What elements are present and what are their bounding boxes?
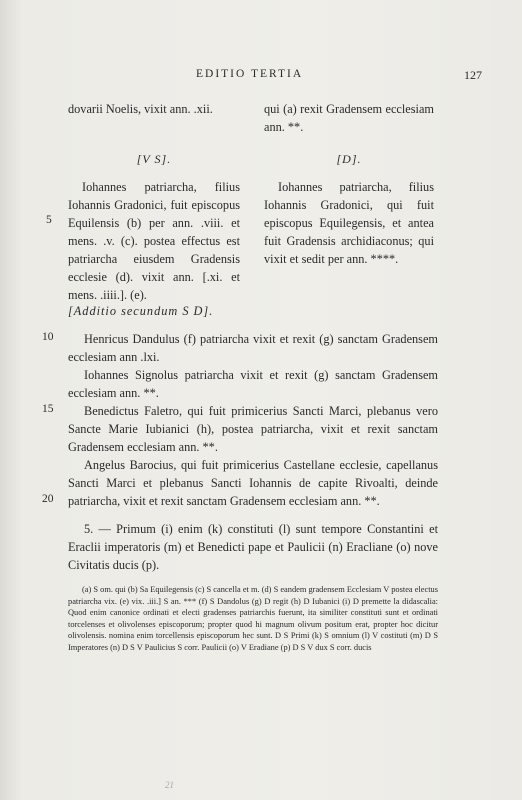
top-left-continuation: dovarii Noelis, vixit ann. .xii. <box>68 102 213 116</box>
paragraph: Iohannes Signolus patriarcha vixit et rexit (g) sanctam Gradensem ecclesiam ann. **. <box>68 368 438 400</box>
page-number: 127 <box>464 68 482 82</box>
footnote-text: (a) S om. qui (b) Sa Equilegensis (c) S cancella et m. (d) S eandem gradensem Ecclesiam V postea electus patriarcha vix. (e) vix. .iii.] S an. *** (f) S Dandolus (g) D regit (h) D Iubanici (i) D premette la didascalia: Quod enim canonice ordinati et electi gradenses patriarchis fuerunt, ita similiter constituti sunt et ordinati torcelenses et olivolenses episcoporum; propter quod hi magnum olivum positum erat, propter hoc dicitur olivolensis. nomina enim torcellensis episcoporum hec sunt. D S Primi (k) S omnium (l) V costituti (m) D S Imperatores (n) D S V Paulicius S corr. Paulicii (o) V Eradiane (p) D S V dux S corr. ducis <box>68 585 438 652</box>
running-head <box>0 68 522 82</box>
section-5-text: 5. — Primum (i) enim (k) constituti (l) sunt tempore Constantini et Eraclii imperatoris (m) et Benedicti pape et Paulicii (n) Eracliane (o) nove Civitatis ducis (p). <box>68 522 438 572</box>
left-column-text: Iohannes patriarcha, filius Iohannis Gradonici, fuit episcopus Equilensis (b) per ann. .viii. et mens. .v. (c). postea effectus est patriarcha eiusdem Gradensis ecclesie (d). vixit ann. [.xi. et mens. .iiii.]. (e). <box>68 180 240 302</box>
right-column-text: Iohannes patriarcha, filius Iohannis Gradonici, qui fuit episcopus Equilegensis, et antea fuit Gradensis archidiaconus; qui vixit et sedit per ann. ****. <box>264 180 434 266</box>
left-column <box>68 150 240 304</box>
paragraph: Henricus Dandulus (f) patriarcha vixit et rexit (g) sanctam Gradensem ecclesiam ann .lxi. <box>68 332 438 364</box>
top-right-continuation: qui (a) rexit Gradensem ecclesiam ann. **. <box>264 102 434 134</box>
footnotes <box>68 584 438 654</box>
line-number: 5 <box>46 214 52 226</box>
running-title: EDITIO TERTIA <box>196 68 304 80</box>
right-column-heading: [D]. <box>336 152 362 166</box>
line-number: 20 <box>42 493 54 505</box>
line-number: 15 <box>42 403 54 415</box>
line-number: 10 <box>42 331 54 343</box>
section-5 <box>68 520 438 574</box>
paragraph: Benedictus Faletro, qui fuit primicerius Sancti Marci, plebanus vero Sancte Marie Iubianici (h), postea patriarcha, vixit et rexit sanctam Gradensem ecclesiam ann. **. <box>68 404 438 454</box>
right-column <box>264 150 434 268</box>
paragraph: Angelus Barocius, qui fuit primicerius Castellane ecclesie, capellanus Sancti Marci et plebanus Sancti Iohannis de capite Rivoalti, deinde patriarcha, vixit et rexit sanctam Gradensem ecclesiam ann. **. <box>68 458 438 508</box>
left-column-heading: [V S]. <box>136 152 172 166</box>
main-text <box>68 330 438 510</box>
addition-heading: [Additio secundum S D]. <box>68 304 214 318</box>
pencil-mark: 21 <box>165 780 174 790</box>
